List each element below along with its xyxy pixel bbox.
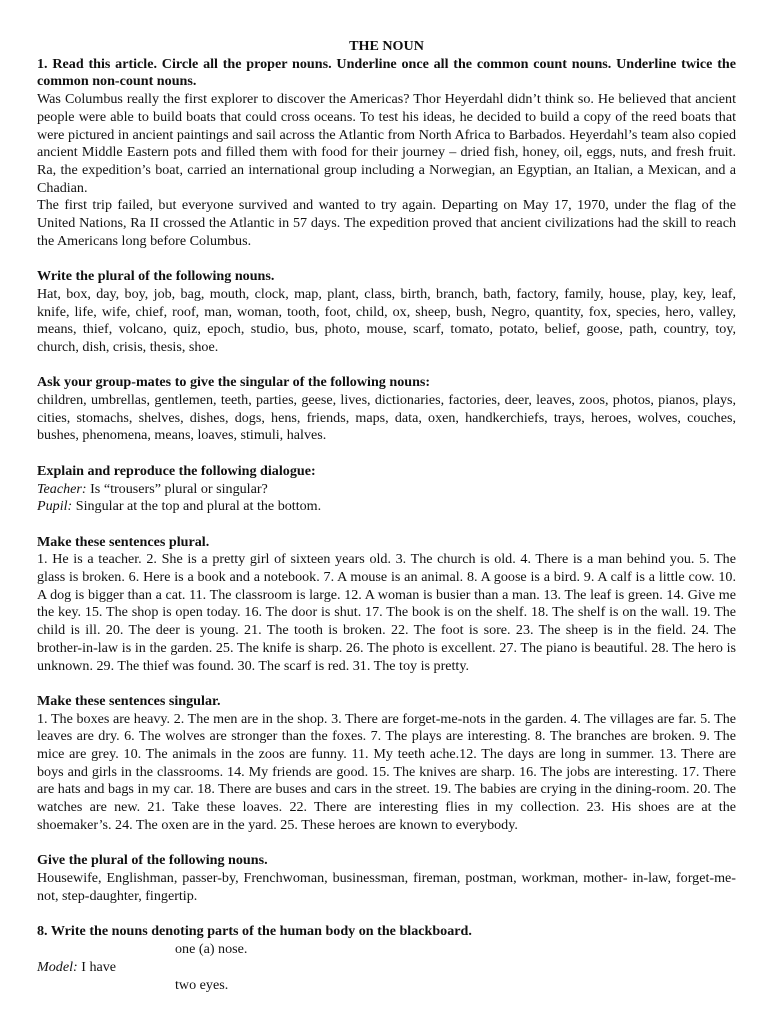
spacer bbox=[37, 250, 736, 268]
plural-task-body: Hat, box, day, boy, job, bag, mouth, clock, map, plant, class, birth, branch, bath, factory, family, house, play, key, leaf, knife, life, wife, chief, roof, man, woman, tooth, foot, child, ox, sheep, bush, Negro, quantity, fox, species, hero, valley, means, thief, volcano, quiz, epoch, studio, bus, photo, mouse, scarf, tomato, potato, belief, goose, path, country, toy, church, dish, crisis, thesis, shoe. bbox=[37, 285, 736, 355]
make-singular-heading: Make these sentences singular. bbox=[37, 692, 221, 709]
dialogue-line-pupil bbox=[37, 498, 736, 516]
dialogue-line-teacher bbox=[37, 481, 736, 499]
model-option-two: two eyes. bbox=[175, 976, 229, 993]
singular-task-heading: Ask your group-mates to give the singular of the following nouns: bbox=[37, 374, 431, 391]
model-label: Model: bbox=[37, 958, 78, 975]
give-plural-body: Housewife, Englishman, passer-by, Frenchwoman, businessman, fireman, postman, workman, mother- in-law, forget-me-not, step-daughter, fingertip. bbox=[37, 869, 736, 904]
section1-heading: 1. Read this article. Circle all the proper nouns. Underline once all the common count nouns. Underline twice the common non-count nouns. bbox=[37, 55, 736, 90]
speaker-label: Teacher: bbox=[37, 480, 87, 497]
make-singular-body: 1. The boxes are heavy. 2. The men are in the shop. 3. There are forget-me-nots in the garden. 4. The villages are far. 5. The leaves are dry. 6. The wolves are stronger than the foxes. 7. The plays are interesting. 8. The branches are broken. 9. The mice are grey. 10. The animals in the zoos are funny. 11. My teeth ache.12. The days are long in summer. 13. There are boys and girls in the classrooms. 14. My friends are good. 15. The knives are sharp. 16. The jobs are interesting. 17. There are hats and bags in my car. 18. There are buses and cars in the street. 19. The babies are crying in the dining-room. 20. The watches are new. 21. Take these loaves. 22. There are interesting flies in my collection. 23. His shoes are at the shoemaker’s. 24. The oxen are in the yard. 25. These heroes are known to everybody. bbox=[37, 710, 736, 833]
dialogue-text: Singular at the top and plural at the bottom. bbox=[72, 498, 322, 515]
spacer bbox=[37, 835, 736, 853]
page-title: THE NOUN bbox=[349, 38, 424, 54]
spacer bbox=[37, 905, 736, 923]
task8-heading: 8. Write the nouns denoting parts of the human body on the blackboard. bbox=[37, 923, 472, 940]
spacer bbox=[37, 357, 736, 375]
model-option-one: one (a) nose. bbox=[175, 940, 248, 957]
dialogue-text: Is “trousers” plural or singular? bbox=[86, 480, 268, 497]
give-plural-heading: Give the plural of the following nouns. bbox=[37, 852, 268, 869]
spacer bbox=[37, 675, 736, 693]
plural-task-heading: Write the plural of the following nouns. bbox=[37, 268, 275, 285]
make-plural-body: 1. He is a teacher. 2. She is a pretty girl of sixteen years old. 3. The church is old. 4. There is a man behind you. 5. The glass is broken. 6. Here is a book and a notebook. 7. A mouse is an animal. 8. A goose is a bird. 9. A calf is a little cow. 10. A dog is bigger than a cat. 11. The classroom is large. 12. A woman is busier than a man. 13. The leaf is green. 14. Give me the key. 15. The shop is open today. 16. The door is shut. 17. The book is on the shelf. 18. The shelf is on the wall. 19. The child is ill. 20. The deer is young. 21. The tooth is broken. 22. The foot is sore. 23. The sheep is in the field. 24. The brother-in-law is in the garden. 25. The knife is sharp. 26. The photo is excellent. 27. The piano is beautiful. 28. The hero is unknown. 29. The thief was found. 30. The scarf is red. 31. The toy is pretty. bbox=[37, 551, 736, 674]
article-paragraph-1: Was Columbus really the first explorer to discover the Americas? Thor Heyerdahl didn’t think so. He believed that ancient people were able to build boats that could cross oceans. To test his ideas, he decided to build a copy of the reed boats that were pictured in ancient paintings and sail across the Atlantic from North Africa to Barbados. Heyerdahl’s team also copied ancient Middle Eastern pots and filled them with food for their journey – dried fish, honey, oil, eggs, nuts, and fresh fruit. Ra, the expedition’s boat, carried an international group including a Norwegian, an Egyptian, an Italian, a Mexican, and a Chadian. bbox=[37, 91, 736, 196]
singular-task-body: children, umbrellas, gentlemen, teeth, parties, geese, lives, dictionaries, factories, deer, leaves, zoos, photos, pianos, plays, cities, stomachs, shelves, dishes, dogs, hens, friends, maps, data, oxen, handkerchiefs, trays, heroes, wolves, couches, bushes, phenomena, means, loaves, stimuli, halves. bbox=[37, 392, 736, 444]
dialogue-task-heading: Explain and reproduce the following dialogue: bbox=[37, 462, 316, 479]
make-plural-heading: Make these sentences plural. bbox=[37, 533, 210, 550]
model-example bbox=[37, 941, 736, 991]
spacer bbox=[37, 445, 736, 463]
model-prompt bbox=[37, 959, 116, 977]
speaker-label: Pupil: bbox=[37, 498, 73, 515]
article-paragraph-2: The first trip failed, but everyone survived and wanted to try again. Departing on May 17, 1970, under the flag of the United Nations, Ra II crossed the Atlantic in 57 days. The expedition proved that ancient civilizations had the skill to reach the Americans long before Columbus. bbox=[37, 197, 736, 249]
spacer bbox=[37, 516, 736, 534]
model-text: I have bbox=[77, 958, 117, 975]
